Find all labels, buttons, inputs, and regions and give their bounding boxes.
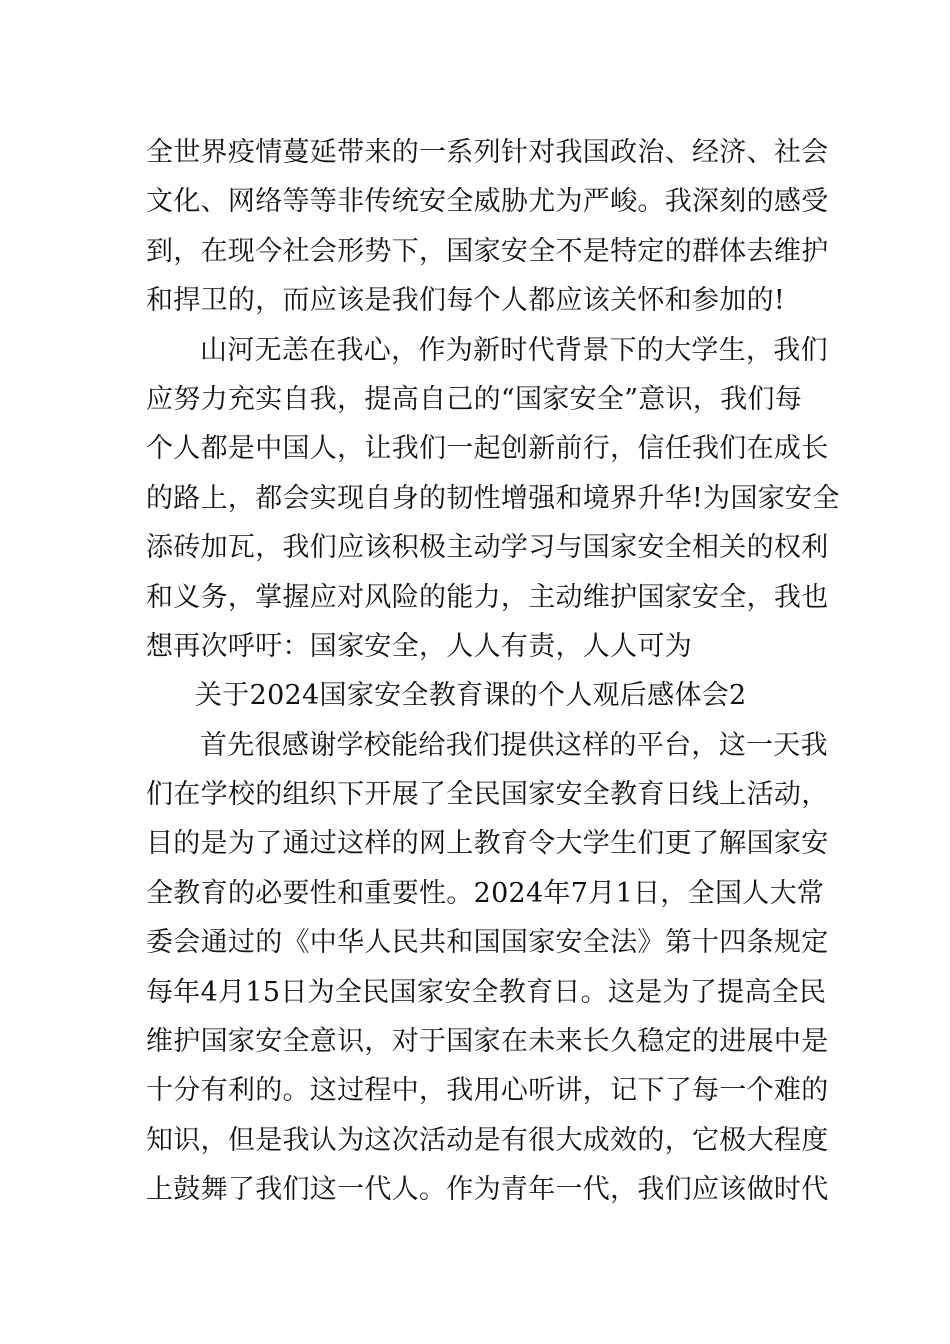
text-line: 十分有利的。这过程中，我用心听讲，记下了每一个难的 <box>146 1075 829 1107</box>
text-line: 每年4月15日为全民国家安全教育日。这是为了提高全民 <box>146 976 827 1008</box>
document-body <box>146 128 840 1215</box>
text-line: 上鼓舞了我们这一代人。作为青年一代，我们应该做时代 <box>146 1174 829 1206</box>
text-line: 和义务，掌握应对风险的能力，主动维护国家安全，我也 <box>146 581 829 613</box>
paragraph-start-line: 首先很感谢学校能给我们提供这样的平台，这一天我 <box>200 729 828 761</box>
text-line: 维护国家安全意识，对于国家在未来长久稳定的进展中是 <box>146 1026 829 1058</box>
text-line: 添砖加瓦，我们应该积极主动学习与国家安全相关的权利 <box>146 532 829 564</box>
text-line: 的路上，都会实现自身的韧性增强和境界升华!为国家安全 <box>146 482 840 514</box>
text-line: 知识，但是我认为这次活动是有很大成效的，它极大程度 <box>146 1124 829 1156</box>
text-line: 文化、网络等等非传统安全威胁尤为严峻。我深刻的感受 <box>146 186 829 218</box>
text-line: 想再次呼吁：国家安全，人人有责，人人可为 <box>146 630 692 662</box>
text-line: 目的是为了通过这样的网上教育令大学生们更了解国家安 <box>146 828 829 860</box>
text-line: 应努力充实自我，提高自己的“国家安全”意识，我们每 <box>146 383 803 415</box>
text-line: 全教育的必要性和重要性。2024年7月1日，全国人大常 <box>146 877 825 909</box>
text-line: 和捍卫的，而应该是我们每个人都应该关怀和参加的! <box>146 285 786 317</box>
text-line: 到，在现今社会形势下，国家安全不是特定的群体去维护 <box>146 235 829 267</box>
text-line: 们在学校的组织下开展了全民国家安全教育日线上活动， <box>146 779 829 811</box>
paragraph-start-line: 山河无恙在我心，作为新时代背景下的大学生，我们 <box>200 334 828 366</box>
text-line: 个人都是中国人，让我们一起创新前行，信任我们在成长 <box>146 433 829 465</box>
text-line: 全世界疫情蔓延带来的一系列针对我国政治、经济、社会 <box>146 137 829 168</box>
section-heading: 关于2024国家安全教育课的个人观后感体会2 <box>195 680 747 712</box>
text-line: 委会通过的《中华人民共和国国家安全法》第十四条规定 <box>146 927 829 959</box>
